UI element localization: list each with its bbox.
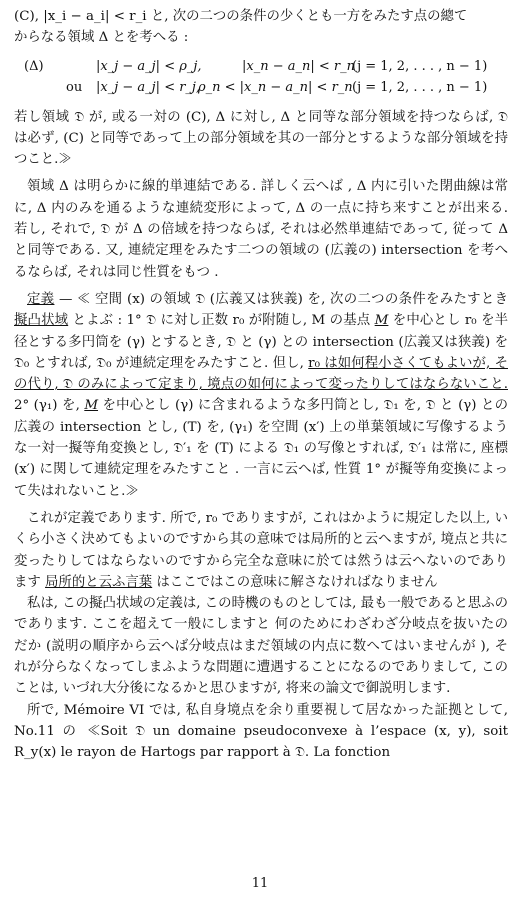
definition-term: 擬凸状域 <box>14 313 69 329</box>
definition-symbol-m: M <box>374 313 389 329</box>
equation-row1-c: (j = 1, 2, . . . , n − 1) <box>352 58 488 74</box>
paragraph-6: 所で, Mémoire VI では, 私自身境点を余り重要視して居なかった証拠として, No.11 の ≪Soit 𝔇 un domaine pseudoconvexe à l’espace (x, y), soit R_y(x) le rayon de Hartogs par rapport à 𝔇. La fonction <box>14 702 508 761</box>
definition-text-3: を中心とし r₀ を半径とする多円筒を (γ) とするとき, 𝔇 と (γ) との intersection (広義又は狭義) を 𝔇₀ とすれば, 𝔇₀ が連続定理をみたすこと. 但し, <box>14 313 508 371</box>
equation-or: ou <box>66 79 83 95</box>
definition-text-1: — ≪ 空間 (x) の領域 𝔇 (広義又は狭義) を, 次の二つの条件をみたすとき <box>54 291 508 307</box>
paragraph-4-text-1: これが定義であります. 所で, r₀ でありますが, これはかように規定した以上, いくら小さく決めてもよいのですから其の意味では局所的と云へますが, 境点と共に変ったりしてはならないのですから完全な意味に於ては然うは云へないのであります <box>14 510 508 590</box>
equation-row1-a: |x_j − a_j| < ρ_j, <box>96 58 202 74</box>
paper-body <box>14 6 508 764</box>
paragraph-0-line-2: からなる領域 Δ とを考へる : <box>14 30 189 46</box>
paragraph-2: 領域 Δ は明らかに線的単連結である. 詳しく云へば , Δ 内に引いた閉曲線は常に, Δ 内のみを通るような連続変形によって, Δ の一点に持ち来すことが出来る. 若し, それで, 𝔇 が Δ の倍域を持つならば, それは必然単連結であって, 従って Δ と同等である. 又, 連続定理をみたす二つの領域の (広義の) intersection を考へるならば, それは同じ性質をもつ . <box>14 179 508 280</box>
definition-underlined-condition: r₀ は如何程小さくてもよいが, その代り, 𝔇 のみによって定まり, 境点の如何によって変ったりしてはならないこと. <box>14 355 508 393</box>
equation-label: (Δ) <box>24 58 44 74</box>
definition-symbol-m-2: M <box>84 398 99 414</box>
equation-row2-c: (j = 1, 2, . . . , n − 1) <box>352 79 488 95</box>
definition-text-4: 2° (γ₁) を, <box>14 398 85 414</box>
definition-paragraph <box>14 289 508 502</box>
page-number: 11 <box>251 876 269 891</box>
definition-text-5: を中心とし (γ) に含まれるような多円筒とし, 𝔇₁ を, 𝔇 と (γ) との広義の intersection とし, (T) を, (γ₁) を空間 (x′) 上の単葉領域に写像するような一対一擬等角変換とし, 𝔇′₁ を (T) による 𝔇₁ の写像とすれば, 𝔇′₁ は常に, 座標 (x′) に関して連続定理をみたすこと . 一言に云へば, 性質 1° が擬等角変換によって失はれないこと.≫ <box>14 398 508 499</box>
paragraph-4-text-2: はここではこの意味に解さなければなりません <box>152 574 438 590</box>
equation-row2-a: |x_j − a_j| < r_j, <box>96 79 201 95</box>
paragraph-5: 私は, この擬凸状域の定義は, この時機のものとしては, 最も一般であると思ふのであります. ここを超えて一般にしますと 何のためにわざわざ分岐点を抜いたのだか (説明の順序から云へば分岐点はまだ領域の内点に数へてはいませんが ), それが分らなくなってしまふような問題に遭遇することになるのでありまして, このことは, いづれ大分後になるかと思ひますが, 将来の論文で御説明します. <box>14 596 508 697</box>
paragraph-0 <box>14 6 508 49</box>
display-equation <box>14 56 508 100</box>
equation-row2-b: ρ_n < |x_n − a_n| < r_n <box>198 79 353 95</box>
paragraph-1: 若し領域 𝔇 が, 或る一対の (C), Δ に対し, Δ と同等な部分領域を持つならば, 𝔇 は必ず, (C) と同等であって上の部分領域を其の一部分とするような部分領域を持つこと.≫ <box>14 109 508 168</box>
definition-heading: 定義 <box>27 291 55 307</box>
definition-text-2: とよぶ : 1° 𝔇 に対し正数 r₀ が附随し, M の基点 <box>68 313 375 329</box>
paragraph-0-line-1: (C), |x_i − a_i| < r_i と, 次の二つの条件の少くとも一方をみたす点の總て <box>14 9 468 24</box>
equation-row1-b: |x_n − a_n| < r_n <box>242 58 355 74</box>
paragraph-4 <box>14 508 508 593</box>
paragraph-4-underlined-term: 局所的と云ふ言葉 <box>45 574 153 590</box>
